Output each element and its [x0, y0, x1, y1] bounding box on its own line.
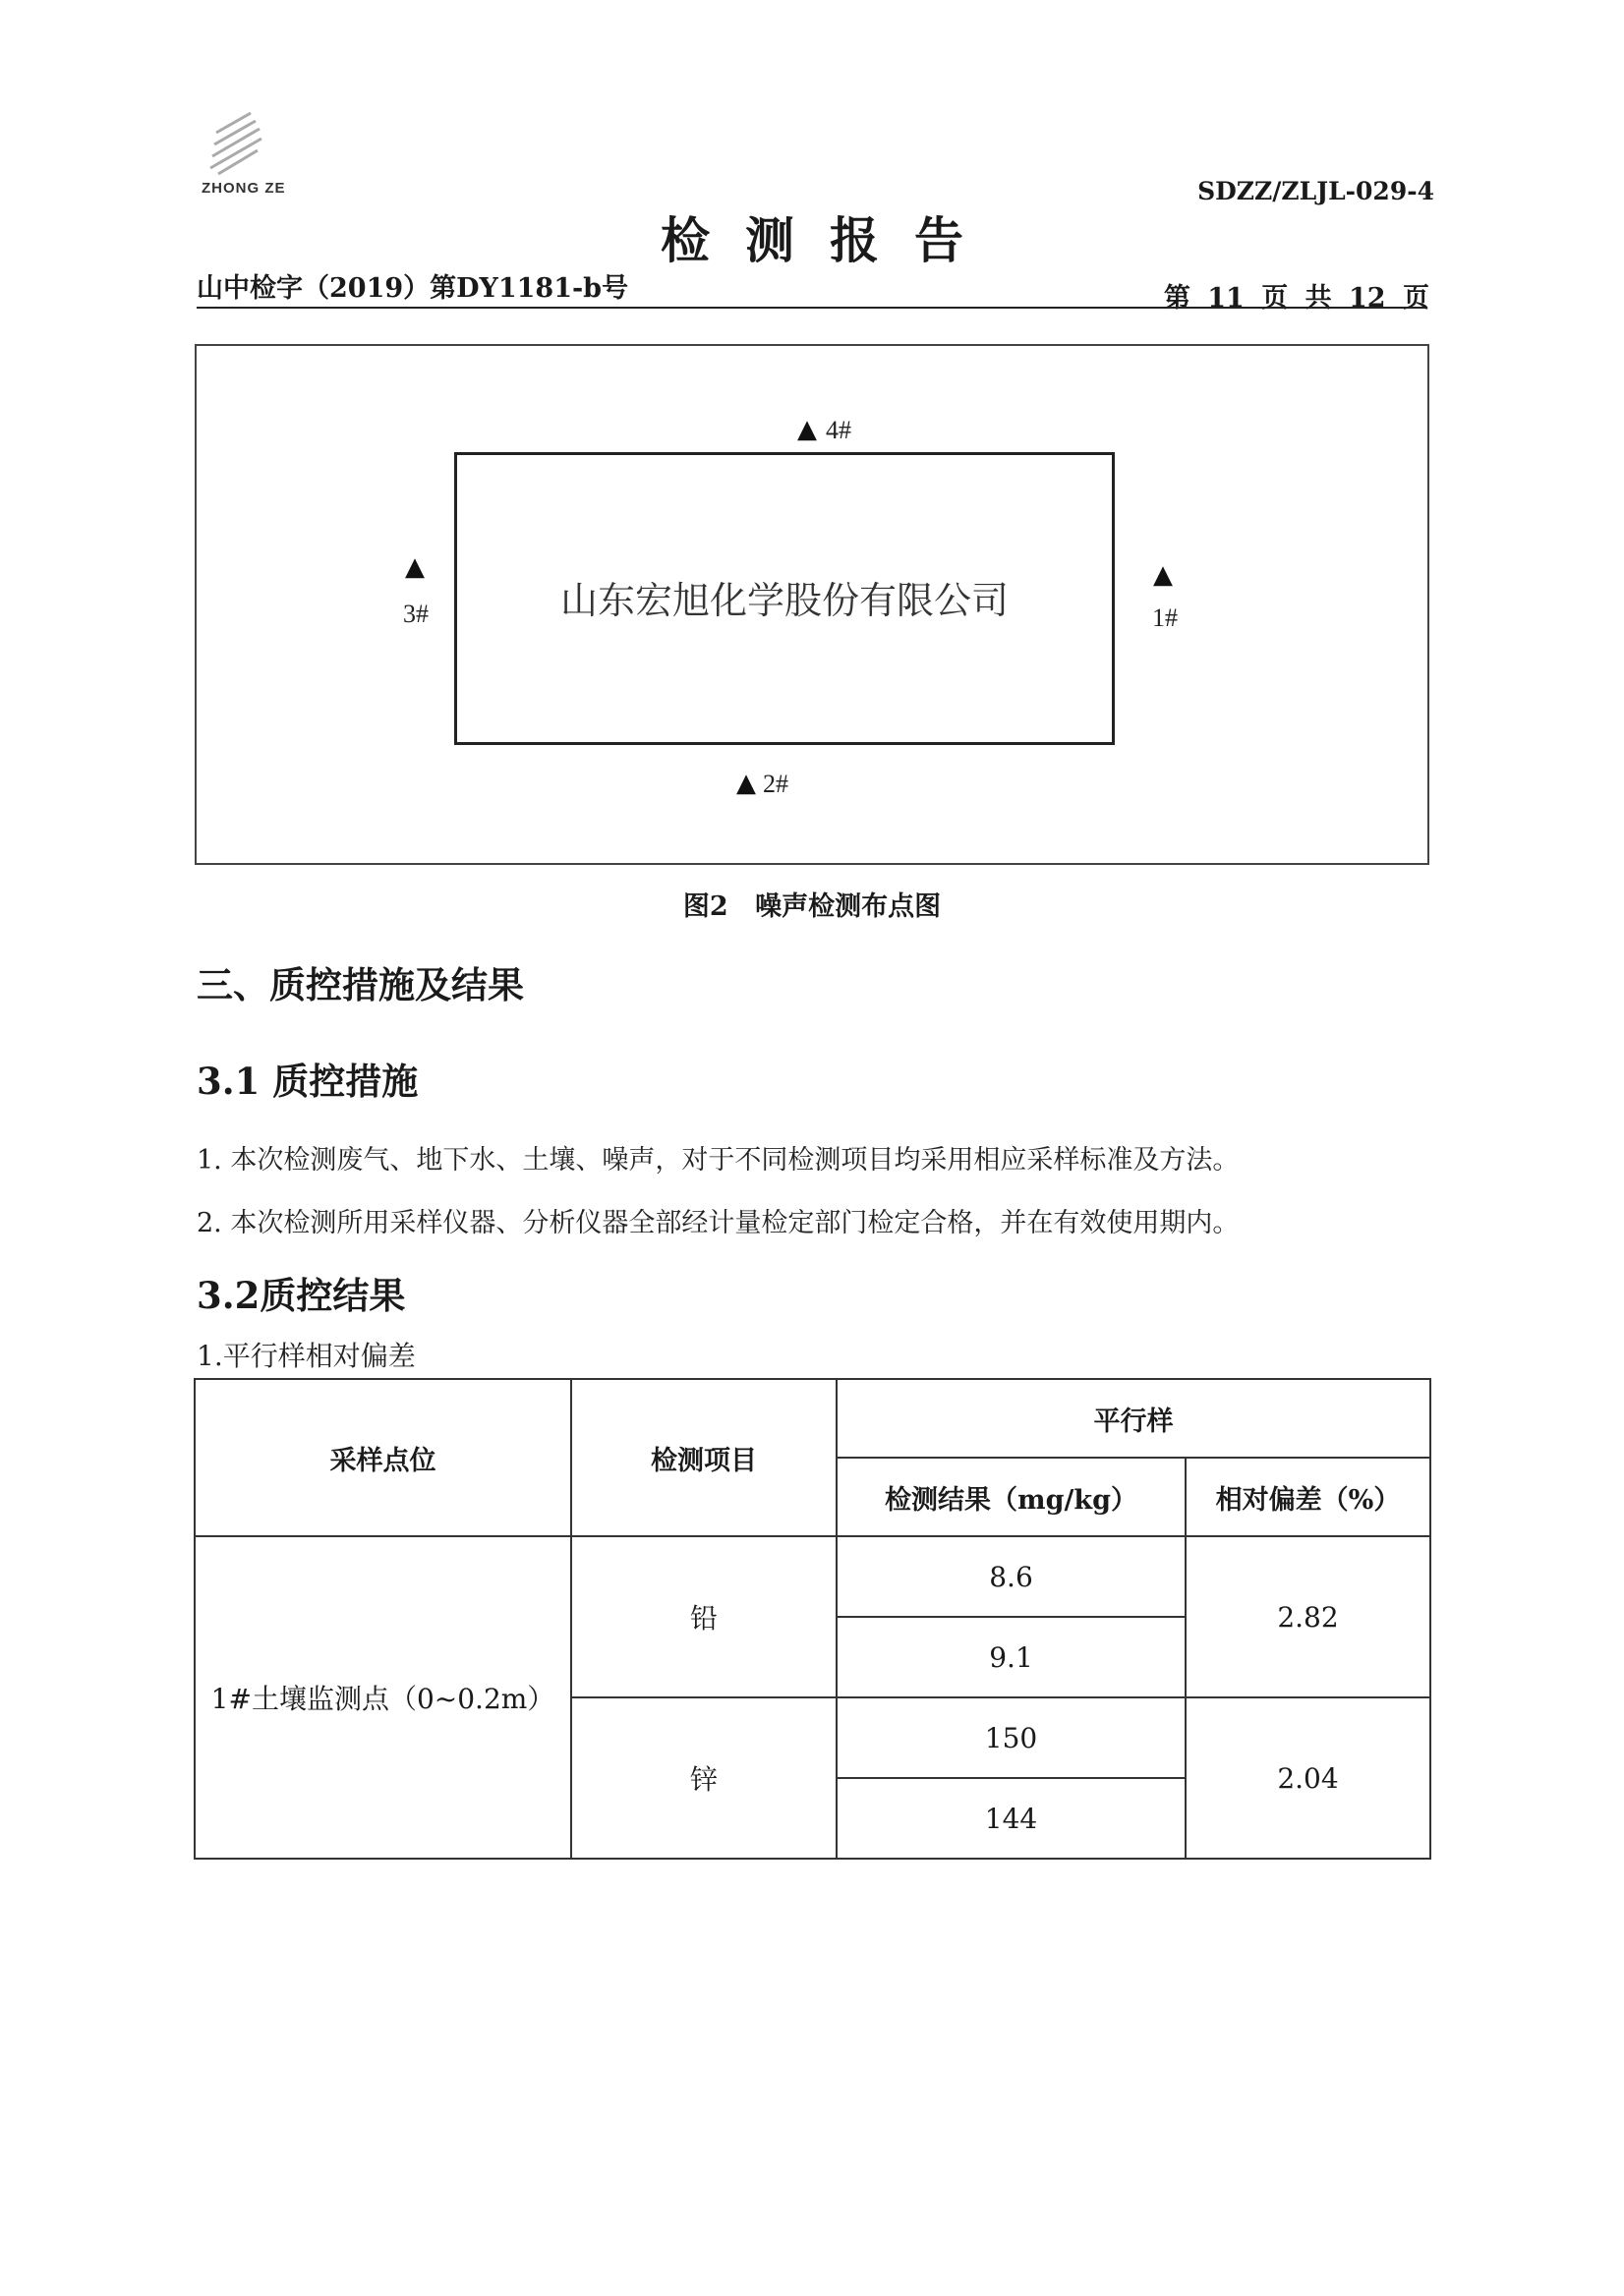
point-label-2: 2#: [763, 770, 788, 798]
qc-results-table: [194, 1378, 1431, 1860]
header-result: 检测结果（mg/kg）: [837, 1458, 1186, 1536]
triangle-marker-icon: ▲: [405, 552, 425, 582]
point-label-4: 4#: [826, 416, 851, 444]
subsection-heading-3-2: 3.2质控结果: [197, 1274, 406, 1317]
qc-measure-item: 1. 本次检测废气、地下水、土壤、噪声，对于不同检测项目均采用相应采样标准及方法。: [197, 1145, 1240, 1176]
header-deviation: 相对偏差（%）: [1186, 1458, 1430, 1536]
item-cell: 锌: [571, 1697, 837, 1859]
section-heading: 三、质控措施及结果: [197, 963, 524, 1006]
deviation-cell: 2.04: [1186, 1697, 1430, 1859]
table-caption: 1.平行样相对偏差: [197, 1340, 416, 1372]
point-label-3: 3#: [403, 600, 429, 628]
report-number: 山中检字（2019）第DY1181-b号: [197, 273, 629, 304]
page-number: 第 11 页 共 12 页: [1163, 283, 1429, 314]
result-cell: 144: [837, 1778, 1186, 1859]
header-divider: [197, 307, 1427, 309]
triangle-marker-icon: ▲: [1153, 560, 1173, 590]
logo-text: ZHONG ZE: [202, 180, 286, 197]
item-cell: 铅: [571, 1536, 837, 1697]
document-code: SDZZ/ZLJL-029-4: [1197, 177, 1434, 205]
triangle-marker-icon: ▲: [736, 769, 756, 798]
page-title: 检测报告: [661, 211, 999, 269]
header-parallel: 平行样: [837, 1379, 1430, 1458]
result-cell: 150: [837, 1697, 1186, 1778]
figure-caption: 图2 噪声检测布点图: [682, 891, 942, 922]
qc-measure-item: 2. 本次检测所用采样仪器、分析仪器全部经计量检定部门检定合格，并在有效使用期内。: [197, 1208, 1240, 1238]
result-cell: 9.1: [837, 1617, 1186, 1697]
header-site: 采样点位: [195, 1379, 571, 1536]
subsection-heading-3-1: 3.1 质控措施: [197, 1060, 419, 1103]
result-cell: 8.6: [837, 1536, 1186, 1617]
header-item: 检测项目: [571, 1379, 837, 1536]
company-name: 山东宏旭化学股份有限公司: [559, 579, 1009, 622]
deviation-cell: 2.82: [1186, 1536, 1430, 1697]
site-cell: 1#土壤监测点（0~0.2m）: [195, 1536, 571, 1859]
triangle-marker-icon: ▲: [797, 415, 817, 444]
table-row: [195, 1536, 1430, 1617]
point-label-1: 1#: [1152, 603, 1178, 632]
